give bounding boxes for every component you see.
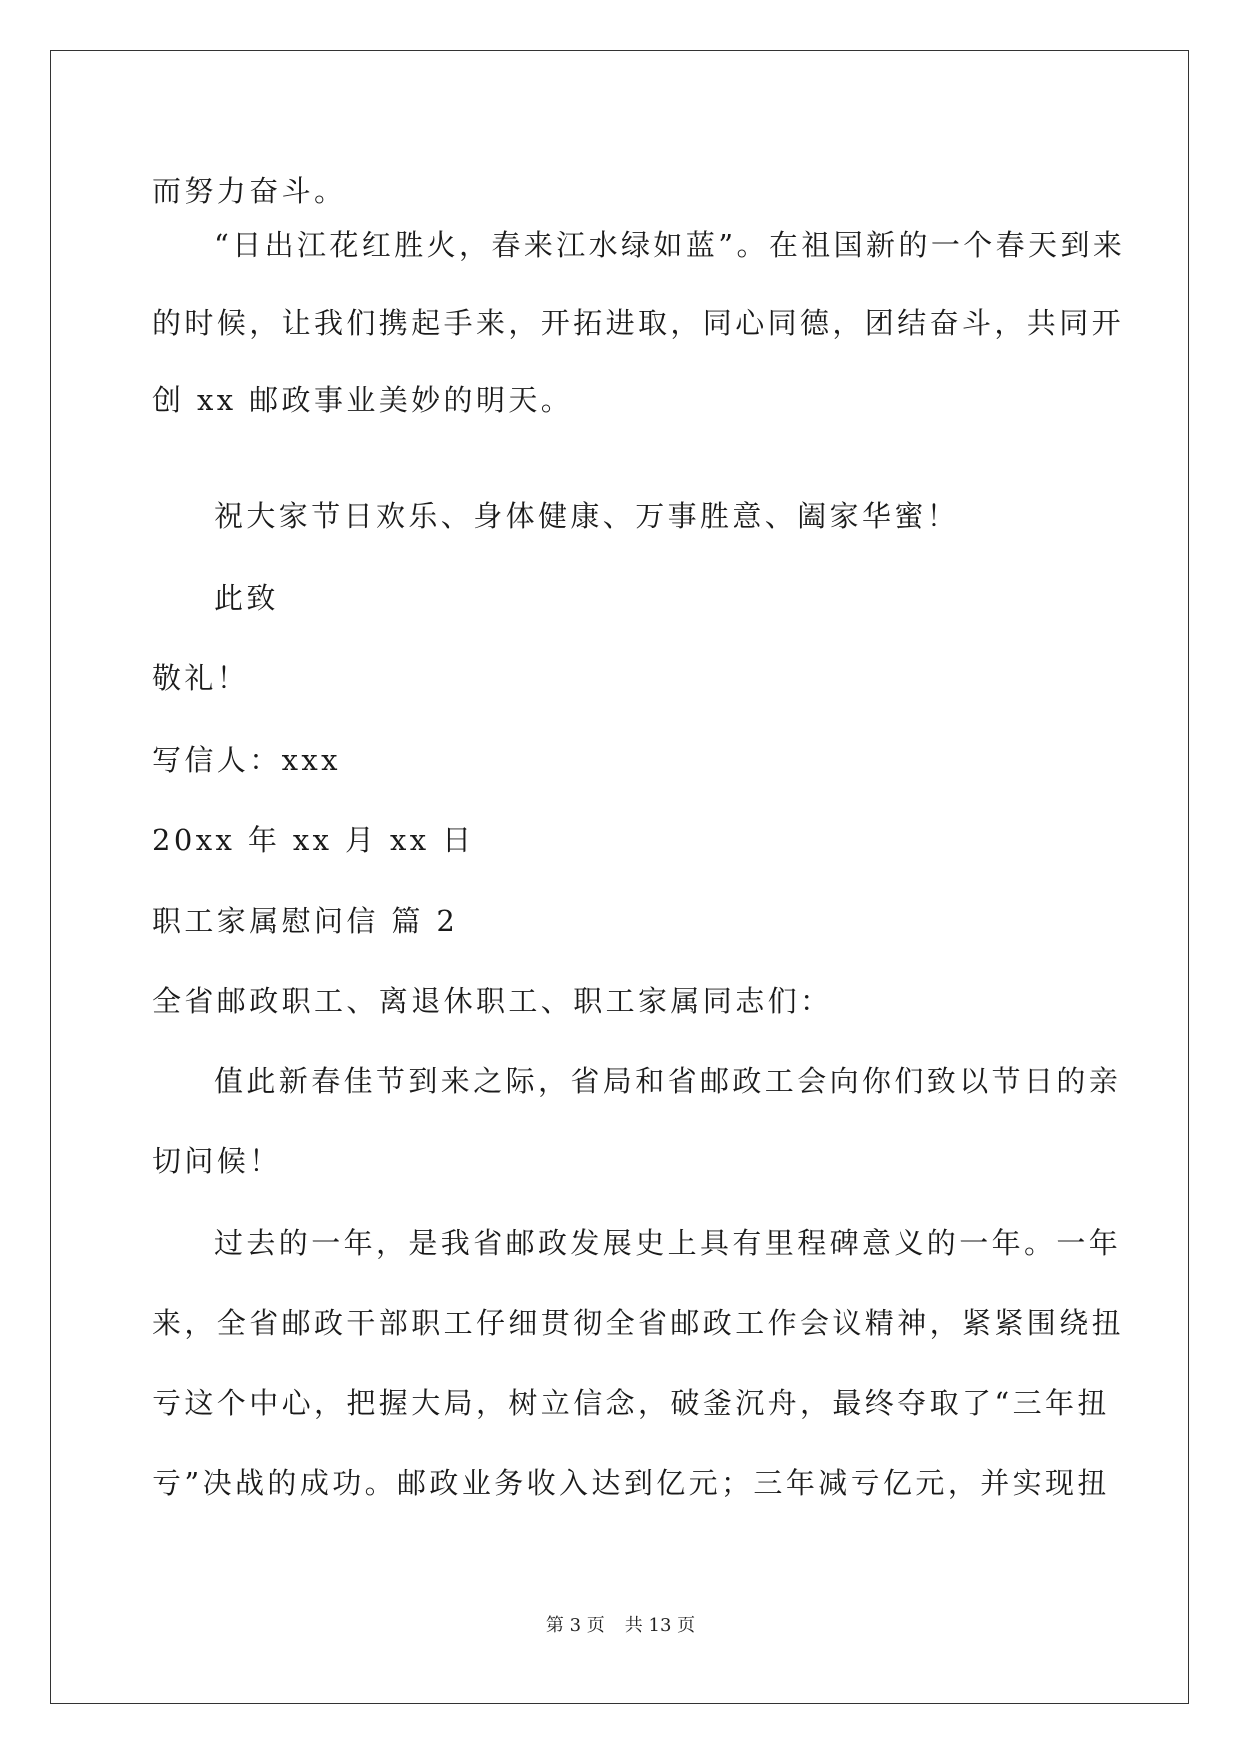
text-line: 而努力奋斗。 <box>152 174 347 208</box>
salutation: 全省邮政职工、离退休职工、职工家属同志们： <box>152 984 833 1018</box>
text-line: 过去的一年，是我省邮政发展史上具有里程碑意义的一年。一年 <box>214 1226 1122 1260</box>
text-line: 切问候！ <box>152 1144 282 1178</box>
text-line: 的时候，让我们携起手来，开拓进取，同心同德，团结奋斗，共同开 <box>152 306 1125 340</box>
text-line: 来，全省邮政干部职工仔细贯彻全省邮政工作会议精神，紧紧围绕扭 <box>152 1306 1125 1340</box>
text-line: 值此新春佳节到来之际，省局和省邮政工会向你们致以节日的亲 <box>214 1064 1122 1098</box>
section-heading: 职工家属慰问信 篇 2 <box>152 904 459 938</box>
text-line: “日出江花红胜火，春来江水绿如蓝”。在祖国新的一个春天到来 <box>214 228 1126 262</box>
text-line: 亏这个中心，把握大局，树立信念，破釜沉舟，最终夺取了“三年扭 <box>152 1386 1110 1420</box>
text-line: 创 xx 邮政事业美妙的明天。 <box>152 383 574 417</box>
page-border <box>50 50 1189 1704</box>
text-line: 20xx 年 xx 月 xx 日 <box>152 823 475 857</box>
text-line: 祝大家节日欢乐、身体健康、万事胜意、阖家华蜜！ <box>214 499 960 533</box>
text-line: 写信人：xxx <box>152 743 341 777</box>
text-line: 此致 <box>214 581 279 615</box>
text-line: 亏”决战的成功。邮政业务收入达到亿元；三年减亏亿元，并实现扭 <box>152 1466 1110 1500</box>
page-footer <box>0 1614 1241 1638</box>
page-total: 共 13 页 <box>624 1615 696 1636</box>
page-number: 第 3 页 <box>545 1615 605 1636</box>
text-line: 敬礼！ <box>152 661 250 695</box>
